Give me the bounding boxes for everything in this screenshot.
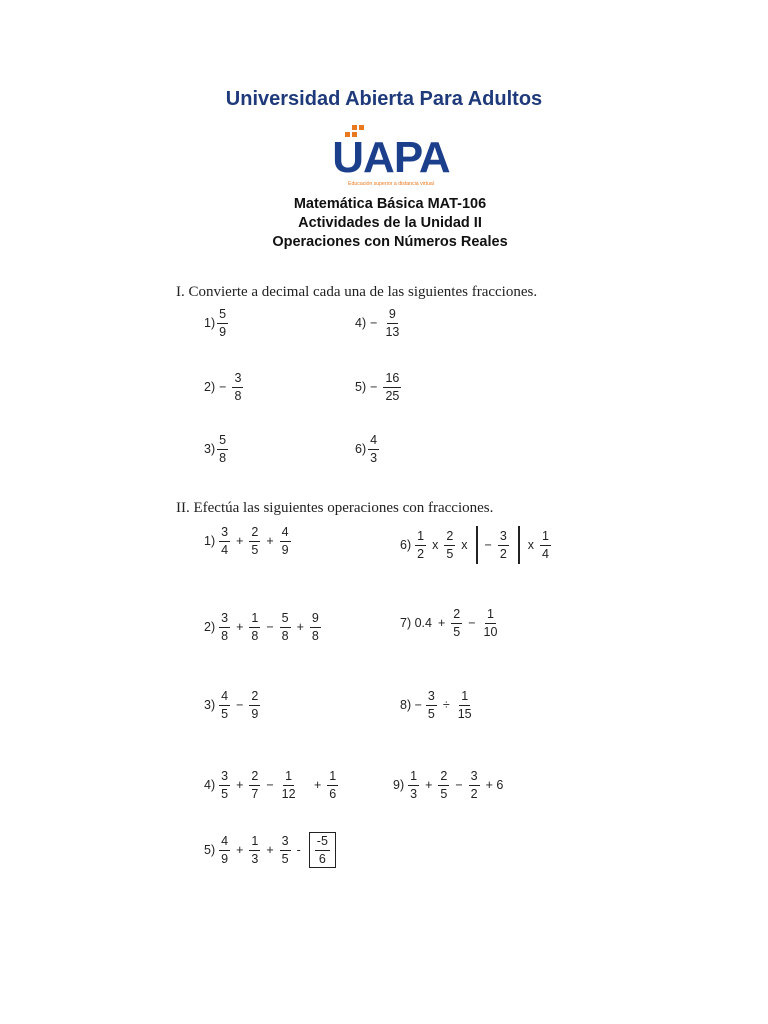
denominator: 8: [219, 450, 227, 465]
exercise-item: [355, 372, 403, 402]
fraction: [249, 612, 260, 642]
operator: +: [425, 778, 433, 792]
denominator: 9: [219, 324, 227, 339]
fraction: [280, 770, 298, 800]
fraction: [219, 770, 230, 800]
fraction: [444, 530, 455, 560]
operator: ÷: [442, 698, 450, 712]
fraction: [408, 770, 419, 800]
exercise-label: 5): [204, 843, 216, 857]
denominator: 9: [251, 706, 259, 721]
exercise-item: [400, 608, 501, 638]
exercise-item: [400, 690, 476, 720]
fraction: [368, 434, 379, 464]
operator: +: [266, 843, 274, 857]
exercise-item: [355, 308, 403, 338]
fraction: [415, 530, 426, 560]
denominator: 25: [385, 388, 400, 403]
numerator: 5: [217, 434, 228, 450]
sign: −: [219, 380, 227, 394]
fraction: [249, 835, 260, 865]
denominator: 5: [221, 786, 229, 801]
denominator: 12: [281, 786, 296, 801]
fraction: [280, 612, 291, 642]
exercise-label: 8) −: [400, 698, 422, 712]
numerator: 1: [327, 770, 338, 786]
fraction: [327, 770, 338, 800]
denominator: 5: [453, 624, 461, 639]
exercise-item: [204, 526, 293, 556]
fraction: [469, 770, 480, 800]
operator: +: [303, 778, 322, 792]
denominator: 8: [311, 628, 319, 643]
exercise-label: 9): [393, 778, 405, 792]
exercise-label: 4): [204, 778, 216, 792]
operator: + 6: [485, 778, 504, 792]
operator: +: [236, 843, 244, 857]
numerator: 2: [249, 690, 260, 706]
exercise-item: [204, 612, 323, 642]
numerator: 1: [415, 530, 426, 546]
numerator: 2: [451, 608, 462, 624]
fraction: [217, 308, 228, 338]
fraction: [217, 434, 228, 464]
denominator: 5: [281, 851, 289, 866]
numerator: 1: [459, 690, 470, 706]
denominator: 9: [281, 542, 289, 557]
fraction: [438, 770, 449, 800]
numerator: 2: [438, 770, 449, 786]
exercise-label: 5): [355, 380, 367, 394]
numerator: 9: [387, 308, 398, 324]
denominator: 8: [234, 388, 242, 403]
exercise-label: 2): [204, 380, 216, 394]
numerator: 4: [368, 434, 379, 450]
section-1-title: I. Convierte a decimal cada una de las siguientes fracciones.: [176, 284, 538, 300]
operator: +: [437, 616, 446, 630]
numerator: 16: [383, 372, 401, 388]
denominator: 5: [251, 542, 259, 557]
operator: −: [266, 778, 274, 792]
numerator: 3: [219, 770, 230, 786]
denominator: 8: [281, 628, 289, 643]
numerator: 5: [280, 612, 291, 628]
fraction: [249, 770, 260, 800]
denominator: 4: [542, 546, 549, 561]
sign: −: [370, 380, 378, 394]
unit-title: Actividades de la Unidad II: [298, 215, 482, 231]
numerator: 5: [217, 308, 228, 324]
exercise-label: 1): [204, 316, 216, 330]
operator: +: [236, 620, 244, 634]
operator: +: [296, 620, 304, 634]
denominator: 3: [410, 786, 418, 801]
numerator: 1: [283, 770, 294, 786]
denominator: 10: [483, 624, 498, 639]
exercise-label: 1): [204, 534, 216, 548]
exercise-item: [204, 434, 230, 464]
bracket-group: [476, 526, 520, 564]
numerator: 2: [249, 770, 260, 786]
fraction: [219, 835, 230, 865]
fraction: [426, 690, 437, 720]
fraction: [219, 526, 230, 556]
exercise-label: 3): [204, 698, 216, 712]
fraction: [315, 835, 330, 865]
university-title: Universidad Abierta Para Adultos: [225, 88, 543, 110]
numerator: 3: [280, 835, 291, 851]
denominator: 5: [427, 706, 435, 721]
denominator: 8: [251, 628, 259, 643]
fraction: [249, 526, 260, 556]
fraction: [280, 835, 291, 865]
numerator: 4: [280, 526, 291, 542]
operator: −: [455, 778, 463, 792]
exercise-label: 2): [204, 620, 216, 634]
exercise-item: [204, 770, 340, 800]
numerator: 1: [249, 835, 260, 851]
numerator: 3: [232, 372, 243, 388]
numerator: 1: [408, 770, 419, 786]
exercise-label: 3): [204, 442, 216, 456]
fraction: [498, 530, 509, 560]
exercise-item: [393, 770, 507, 800]
denominator: 6: [329, 786, 337, 801]
exercise-item: [204, 690, 262, 720]
fraction: [456, 690, 474, 720]
denominator: 4: [221, 542, 229, 557]
operator: +: [236, 778, 244, 792]
fraction: [451, 608, 462, 638]
numerator: 3: [219, 612, 230, 628]
sign: −: [370, 316, 378, 330]
denominator: 5: [221, 706, 229, 721]
numerator: 1: [485, 608, 496, 624]
fraction: [540, 530, 551, 560]
exercise-item: [400, 526, 553, 564]
svg-text:Educación superior a distancia: Educación superior a distancia virtual: [348, 181, 434, 187]
operator: −: [236, 698, 244, 712]
numerator: 3: [219, 526, 230, 542]
numerator: 3: [498, 530, 509, 546]
denominator: 7: [251, 786, 259, 801]
denominator: 3: [251, 851, 259, 866]
operator: x: [527, 538, 535, 552]
denominator: 2: [417, 546, 425, 561]
denominator: 15: [457, 706, 472, 721]
operator: −: [266, 620, 274, 634]
exercise-label: 4): [355, 316, 367, 330]
exercise-item: [204, 832, 340, 868]
numerator: 1: [249, 612, 260, 628]
fraction: [280, 526, 291, 556]
fraction: [219, 690, 230, 720]
exercise-label: 6): [400, 538, 412, 552]
operator: +: [236, 534, 244, 548]
section-2-title: II. Efectúa las siguientes operaciones con fracciones.: [176, 500, 494, 516]
numerator: 4: [219, 835, 230, 851]
denominator: 6: [318, 851, 326, 866]
sign: −: [484, 538, 492, 552]
fraction: [310, 612, 321, 642]
operator: x: [461, 538, 468, 552]
topic-title: Operaciones con Números Reales: [272, 234, 508, 250]
fraction: [249, 690, 260, 720]
operator: +: [266, 534, 274, 548]
numerator: 2: [444, 530, 455, 546]
operator: −: [468, 616, 476, 630]
bracket-group: [309, 832, 336, 868]
numerator: 3: [426, 690, 437, 706]
uapa-logo: [332, 122, 450, 190]
denominator: 8: [221, 628, 229, 643]
exercise-item: [355, 434, 381, 464]
exercise-item: [204, 372, 245, 402]
numerator: 4: [219, 690, 230, 706]
exercise-item: [204, 308, 230, 338]
numerator: 9: [310, 612, 321, 628]
numerator: 2: [249, 526, 260, 542]
course-title: Matemática Básica MAT-106: [293, 196, 487, 212]
fraction: [482, 608, 500, 638]
denominator: 2: [499, 546, 507, 561]
fraction: [219, 612, 230, 642]
denominator: 3: [370, 450, 378, 465]
fraction: [232, 372, 243, 402]
numerator: -5: [315, 835, 330, 851]
operator: -: [296, 843, 301, 857]
fraction: [383, 372, 401, 402]
operator: x: [432, 538, 439, 552]
numerator: 3: [469, 770, 480, 786]
exercise-label: 7) 0.4: [400, 616, 432, 630]
denominator: 9: [221, 851, 229, 866]
denominator: 13: [385, 324, 400, 339]
fraction: [383, 308, 401, 338]
numerator: 1: [540, 530, 551, 546]
svg-text:UAPA: UAPA: [332, 133, 450, 182]
denominator: 5: [446, 546, 454, 561]
denominator: 5: [440, 786, 448, 801]
denominator: 2: [470, 786, 478, 801]
exercise-label: 6): [355, 442, 367, 456]
